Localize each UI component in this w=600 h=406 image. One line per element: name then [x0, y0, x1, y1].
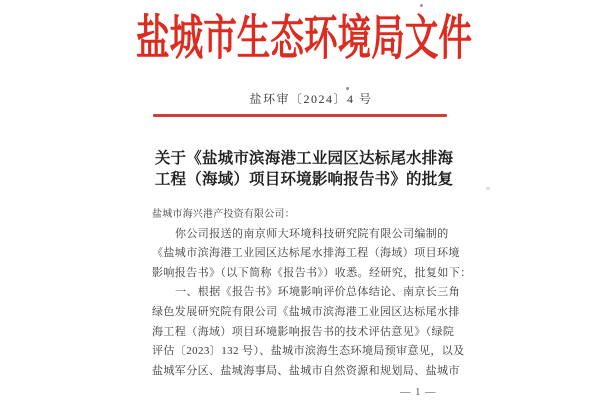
body-line: 海工程（海域）项目环境影响报告书的技术评估意见》（绿院 [152, 325, 455, 338]
body-line: 评估〔2023〕132 号）、盐城市滨海生态环境局预审意见，以及 [152, 345, 465, 358]
page-number: — 1 — [400, 387, 437, 398]
agency-masthead [4, 12, 600, 65]
document-reference-number: 盐环审〔2024〕4 号 [249, 92, 373, 106]
body-line: 你公司报送的南京师大环境科技研究院有限公司编制的 [175, 227, 449, 240]
body-line: 《盐城市滨海港工业园区达标尾水排海工程（海域）项目环境 [152, 247, 460, 260]
body-line: 盐城军分区、盐城海事局、盐城市自然资源和规划局、盐城市 [152, 364, 460, 377]
document-title [92, 149, 516, 190]
scan-speck [346, 87, 349, 90]
red-divider-rule [153, 114, 447, 117]
document-title-line1: 关于《盐城市滨海港工业园区达标尾水排海 [154, 150, 454, 167]
addressee-line: 盐城市海兴港产投资有限公司： [152, 209, 295, 220]
scan-speck [486, 187, 490, 190]
document-body [152, 205, 472, 381]
body-line: 影响报告书》（以下简称《报告书》）收悉。经研究，批复如下： [152, 266, 472, 279]
body-line: 绿色发展研究院有限公司《盐城市滨海港工业园区达标尾水排 [152, 305, 460, 318]
body-line: 一、根据《报告书》环境影响评价总体结论、南京长三角 [175, 286, 460, 299]
agency-masthead-text: 盐城市生态环境局文件 [135, 12, 472, 65]
document-title-line2: 工程（海域）项目环境影响报告书》的批复 [154, 170, 454, 188]
scan-speck [420, 4, 423, 7]
